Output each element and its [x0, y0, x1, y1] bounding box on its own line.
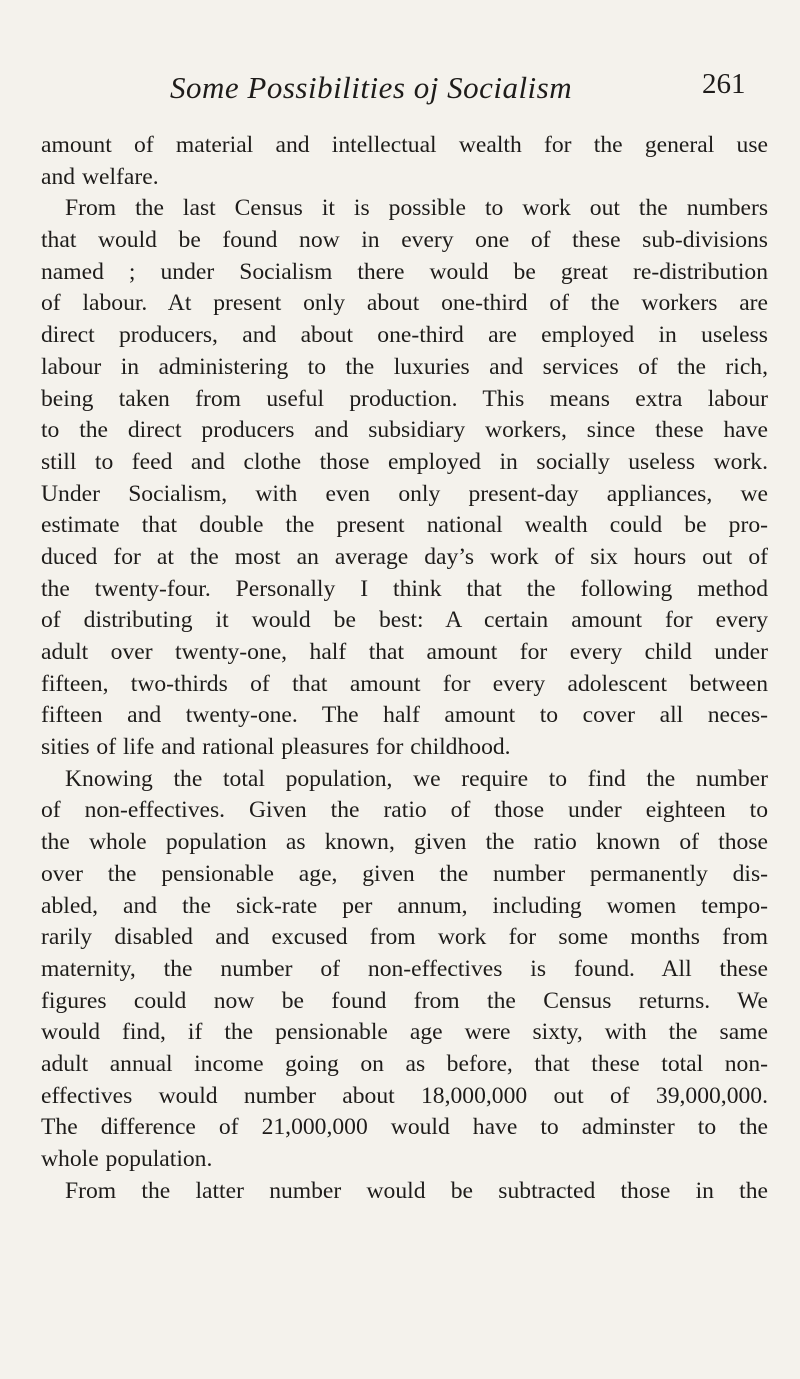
text-line: whole population.	[41, 1146, 213, 1172]
text-line: named ; under Socialism there would be great re-distribution	[41, 258, 768, 285]
text-line: sities of life and rational pleasures for childhood.	[41, 734, 511, 761]
text-line: the whole population as known, given the ratio known of those	[41, 829, 768, 856]
text-line: The difference of 21,000,000 would have to adminster to the	[41, 1114, 768, 1141]
text-line: duced for at the most an average day’s work of six hours out of	[41, 543, 768, 570]
text-line: of labour. At present only about one-third of the workers are	[41, 290, 768, 317]
body-text	[41, 130, 768, 1207]
text-line: rarily disabled and excused from work for some months from	[41, 924, 768, 951]
text-line: of distributing it would be best: A certain amount for every	[41, 607, 768, 634]
text-line: Knowing the total population, we require to find the number	[65, 765, 768, 792]
text-line: Under Socialism, with even only present-day appliances, we	[41, 480, 768, 507]
text-line: the twenty-four. Personally I think that the following method	[41, 575, 768, 602]
running-title: Some Possibilities oj Socialism	[170, 70, 573, 105]
text-line: From the latter number would be subtracted those in the	[65, 1177, 768, 1204]
text-line: and welfare.	[41, 163, 159, 190]
text-line: direct producers, and about one-third are employed in useless	[41, 322, 768, 349]
text-line: still to feed and clothe those employed in socially useless work.	[41, 448, 768, 475]
text-line: of non-effectives. Given the ratio of those under eighteen to	[41, 797, 768, 824]
page-number: 261	[702, 68, 746, 100]
text-line: over the pensionable age, given the number permanently dis-	[41, 860, 768, 887]
text-line: abled, and the sick-rate per annum, including women tempo-	[41, 892, 768, 919]
text-line: that would be found now in every one of these sub-divisions	[41, 227, 768, 254]
text-line: fifteen, two-thirds of that amount for every adolescent between	[41, 670, 768, 697]
text-line: maternity, the number of non-effectives is found. All these	[41, 955, 768, 982]
text-line: would find, if the pensionable age were sixty, with the same	[41, 1019, 768, 1046]
text-line: to the direct producers and subsidiary workers, since these have	[41, 417, 768, 444]
running-head	[0, 70, 800, 110]
text-line: adult over twenty-one, half that amount for every child under	[41, 639, 768, 665]
text-line: estimate that double the present national wealth could be pro-	[41, 512, 768, 539]
text-line: being taken from useful production. This means extra labour	[41, 385, 768, 412]
text-line: effectives would number about 18,000,000 out of 39,000,000.	[41, 1082, 768, 1109]
text-line: From the last Census it is possible to work out the numbers	[65, 195, 768, 222]
text-line: amount of material and intellectual wealth for the general use	[41, 132, 768, 158]
text-line: adult annual income going on as before, that these total non-	[41, 1050, 768, 1077]
text-line: figures could now be found from the Census returns. We	[41, 987, 768, 1014]
text-line: labour in administering to the luxuries and services of the rich,	[41, 353, 768, 380]
text-line: fifteen and twenty-one. The half amount to cover all neces-	[41, 702, 768, 729]
